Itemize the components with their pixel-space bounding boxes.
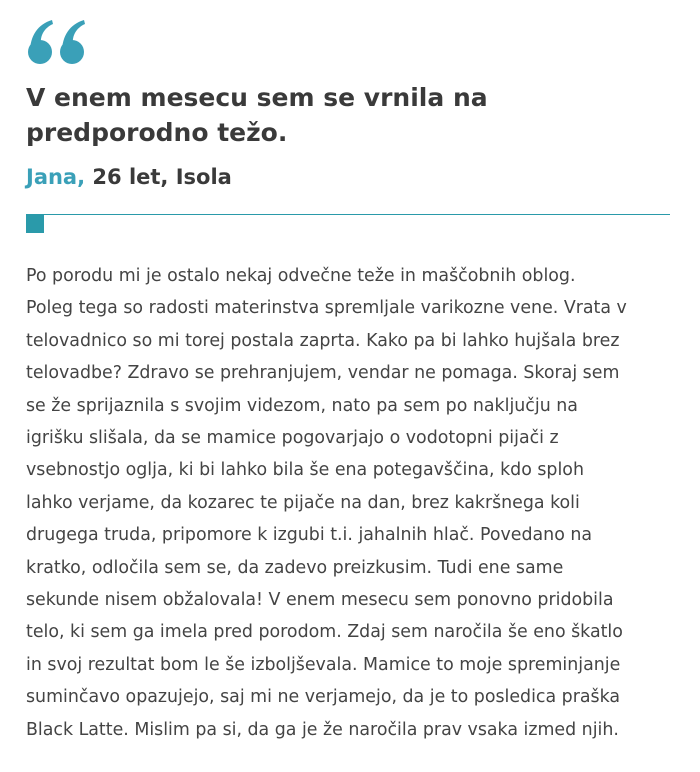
byline [26,162,232,192]
headline-line: predporodno težo. [26,118,288,147]
body-line: se že sprijaznila s svojim videzom, nato pa sem po naključju na [26,395,578,416]
body-line: vsebnostjo oglja, ki bi lahko bila še ena potegavščina, kdo sploh [26,460,584,481]
body-line: Black Latte. Mislim pa si, da ga je že naročila prav vsaka izmed njih. [26,719,619,740]
body-line: igrišku slišala, da se mamice pogovarjajo o vodotopni pijači z [26,428,559,449]
body-line: telovadbe? Zdravo se prehranjujem, vendar ne pomaga. Skoraj sem [26,363,620,384]
headline [26,80,666,150]
quote-icon [26,18,90,68]
body-line: telo, ki sem ga imela pred porodom. Zdaj sem naročila še eno škatlo [26,622,623,643]
divider-line [26,214,670,215]
body-line: Po porodu mi je ostalo nekaj odvečne teže in maščobnih oblog. [26,266,576,286]
author-details: 26 let, Isola [85,165,232,189]
testimonial-body [26,260,676,746]
body-line: drugega truda, pripomore k izgubi t.i. jahalnih hlač. Povedano na [26,525,593,546]
body-line: telovadnico so mi torej postala zaprta. Kako pa bi lahko hujšala brez [26,330,620,351]
body-line: suminčavo opazujejo, saj mi ne verjamejo, da je to posledica praška [26,687,621,708]
headline-line: V enem mesecu sem se vrnila na [26,83,488,112]
body-line: Poleg tega so radosti materinstva spremljale varikozne vene. Vrata v [26,298,627,319]
body-line: kratko, odločila sem se, da zadevo preizkusim. Tudi ene same [26,557,564,578]
author-name: Jana, [26,165,86,189]
body-line: in svoj rezultat bom le še izboljševala. Mamice to moje spreminjanje [26,654,621,675]
body-line: sekunde nisem obžalovala! V enem mesecu sem ponovno pridobila [26,590,614,611]
body-line: lahko verjame, da kozarec te pijače na dan, brez kakršnega koli [26,492,580,513]
divider-square [26,215,44,233]
